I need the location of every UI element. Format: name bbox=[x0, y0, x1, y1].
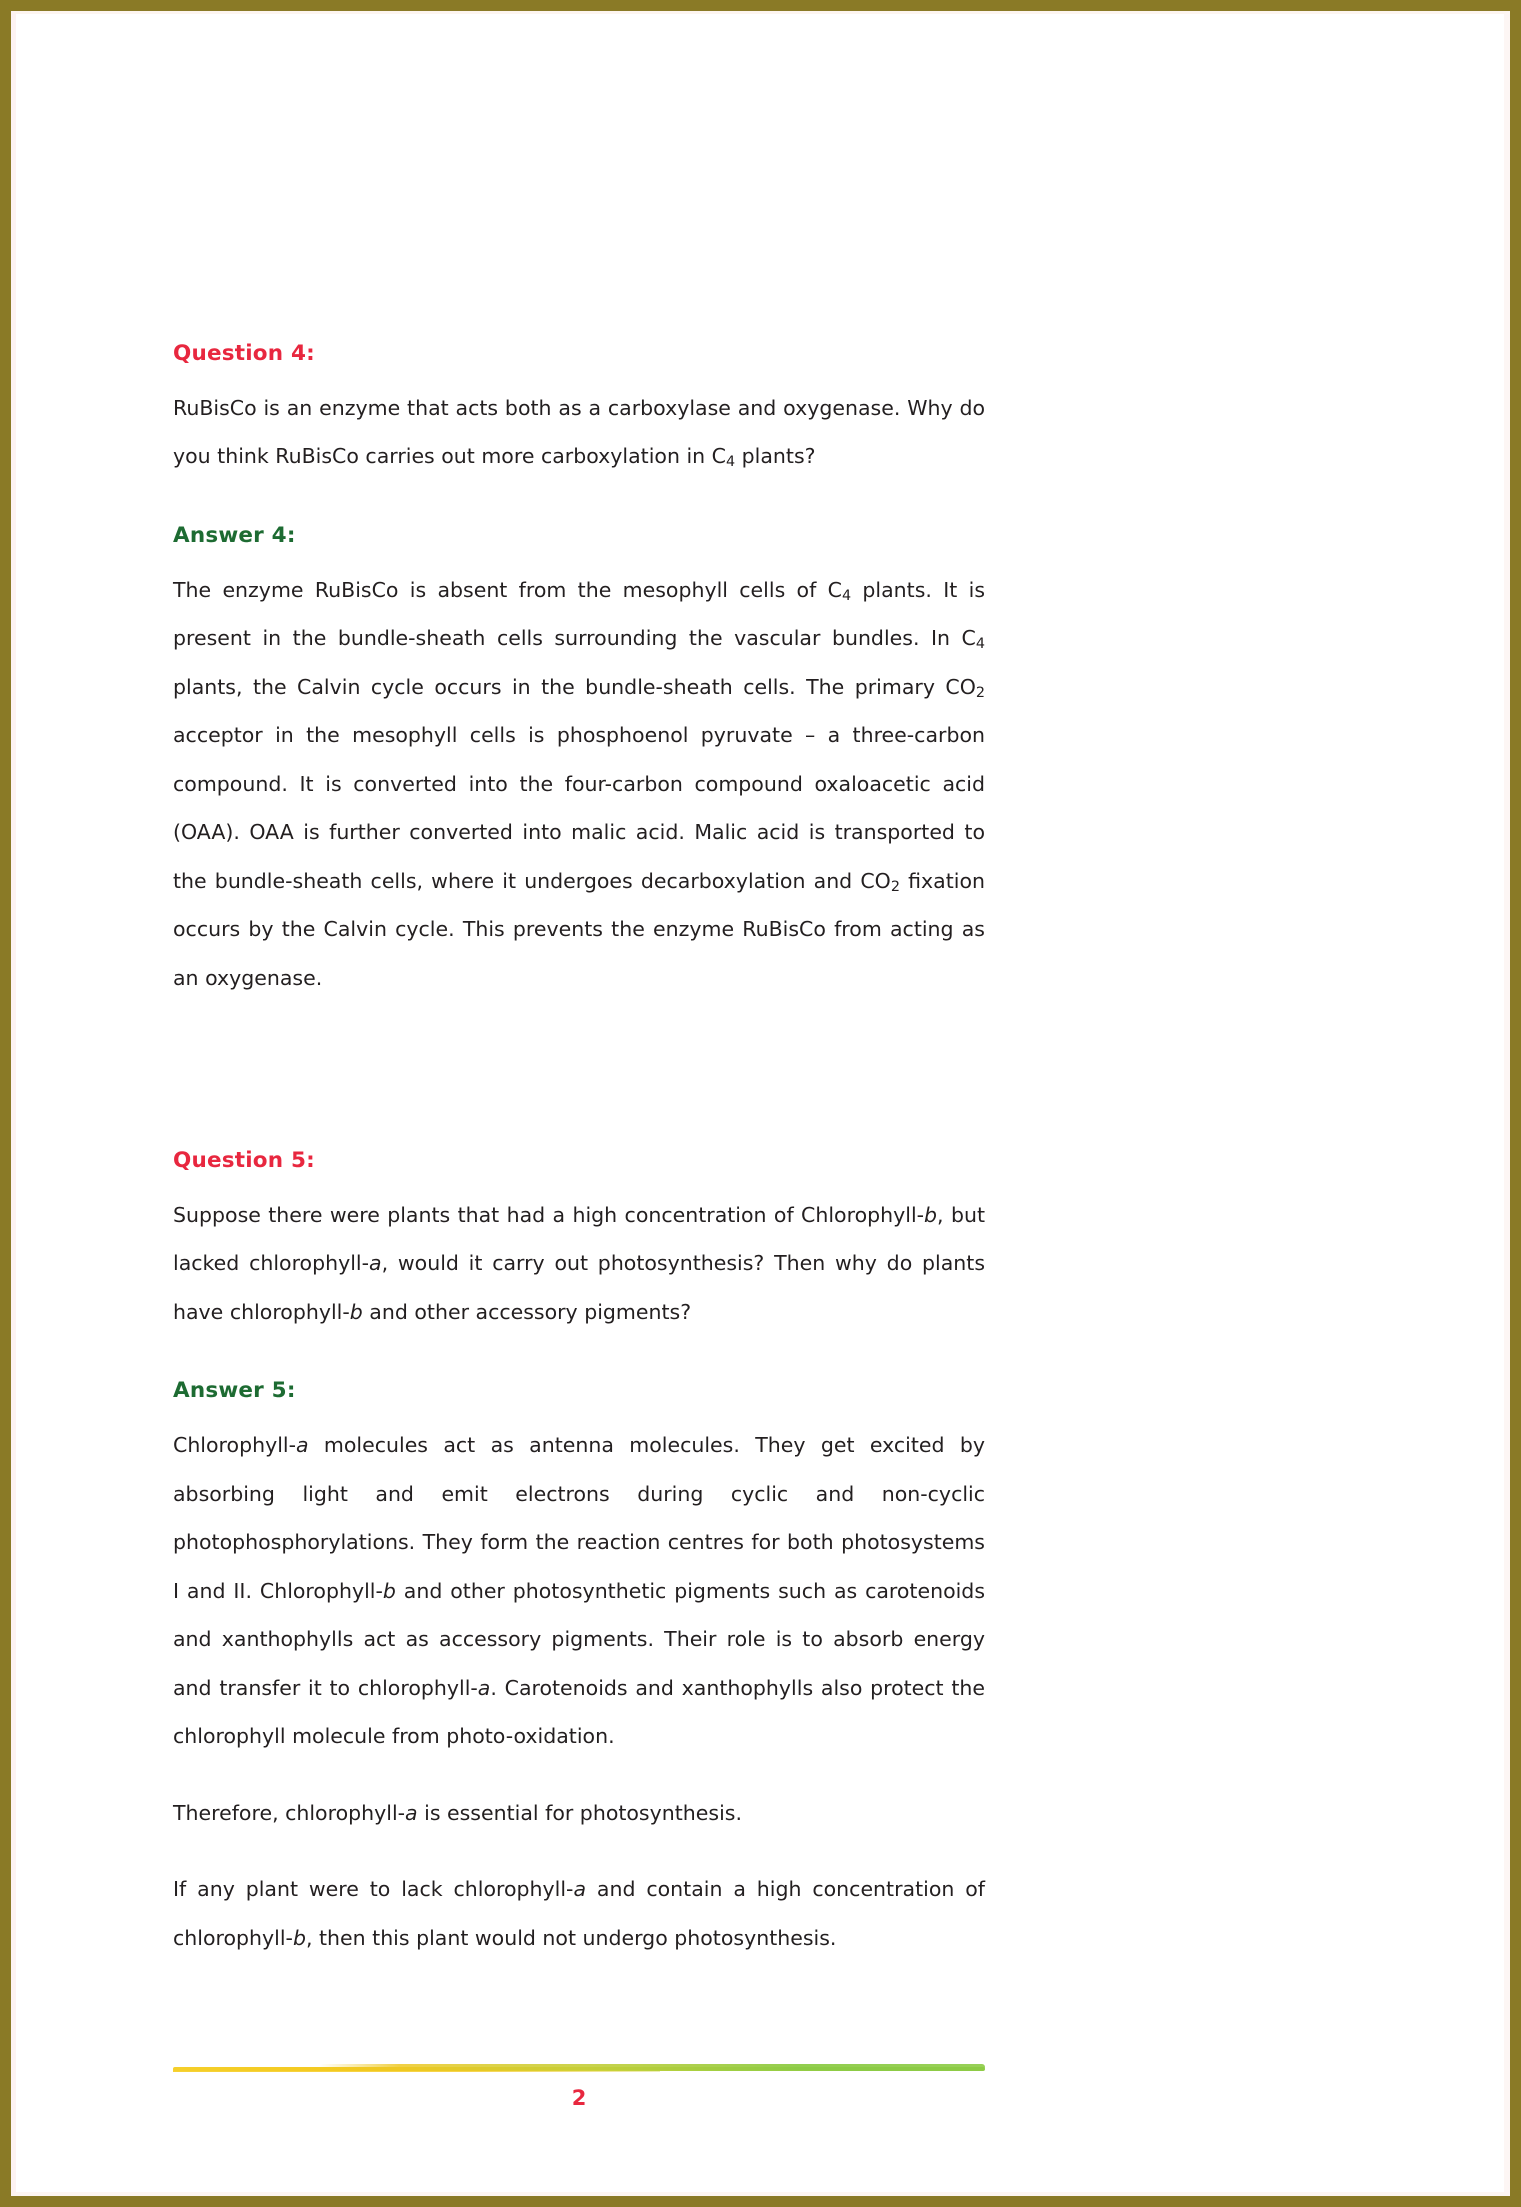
document-content bbox=[173, 341, 985, 1962]
question-4-text-part-2: plants? bbox=[735, 444, 816, 469]
question-4-heading: Question 4: bbox=[173, 341, 315, 366]
question-5-t1: Suppose there were plants that had a high concentration of Chlorophyll- bbox=[173, 1202, 925, 1227]
spacer bbox=[173, 1837, 985, 1865]
italic-chlorophyll-a: a bbox=[405, 1800, 418, 1825]
footer-decorative-rule bbox=[173, 2064, 985, 2073]
answer-4-block bbox=[173, 523, 985, 1002]
answer-5-p1-t1: Chlorophyll- bbox=[173, 1433, 296, 1458]
question-5-t2: , but lacked chlorophyll- bbox=[173, 1202, 985, 1276]
spacer bbox=[173, 1336, 985, 1378]
answer-5-block bbox=[173, 1378, 985, 1962]
answer-5-p1-t2: molecules act as antenna molecules. They get excited by absorbing light and emit electrons during cyclic and non-cyclic photophosphorylations. They form the reaction centres for both photosystems I and II. Chlorophyll- bbox=[173, 1433, 985, 1603]
spacer bbox=[173, 481, 985, 523]
answer-5-heading: Answer 5: bbox=[173, 1378, 296, 1404]
question-4-text bbox=[173, 384, 985, 481]
question-4-text-part-1: RuBisCo is an enzyme that acts both as a carboxylase and oxygenase. Why do you think RuBisCo carries out more carboxylation in C bbox=[173, 395, 985, 469]
subscript-co2: 2 bbox=[890, 878, 900, 895]
italic-chlorophyll-b: b bbox=[349, 1299, 363, 1324]
answer-5-p2-t1: Therefore, chlorophyll- bbox=[173, 1800, 406, 1825]
spacer bbox=[173, 1761, 985, 1789]
answer-4-text bbox=[173, 566, 985, 1003]
subscript-co2: 2 bbox=[975, 684, 985, 701]
italic-chlorophyll-a: a bbox=[369, 1251, 382, 1276]
footer-rule-band-green bbox=[319, 2064, 985, 2070]
italic-chlorophyll-a: a bbox=[477, 1675, 491, 1700]
question-5-heading: Question 5: bbox=[173, 1148, 315, 1174]
answer-5-paragraph-3 bbox=[173, 1865, 985, 1962]
answer-4-t2: plants. It is present in the bundle-sheath cells surrounding the vascular bundles. In C bbox=[173, 577, 985, 651]
italic-chlorophyll-a: a bbox=[296, 1433, 309, 1458]
answer-5-p3-t2: and contain a high concentration of chlorophyll- bbox=[173, 1877, 985, 1950]
answer-4-t3: plants, the Calvin cycle occurs in the bundle-sheath cells. The primary CO bbox=[173, 674, 976, 699]
question-5-t3: , would it carry out photosynthesis? Then why do plants have chlorophyll- bbox=[173, 1251, 985, 1324]
question-5-block bbox=[173, 1148, 985, 1336]
subscript-c4: 4 bbox=[725, 454, 736, 471]
spacer bbox=[173, 1002, 985, 1148]
answer-4-t5: fixation occurs by the Calvin cycle. This prevents the enzyme RuBisCo from acting as an oxygenase. bbox=[173, 868, 985, 990]
page-footer bbox=[173, 2064, 985, 2124]
answer-5-p2-t2: is essential for photosynthesis. bbox=[417, 1800, 742, 1825]
answer-4-t4: acceptor in the mesophyll cells is phosphoenol pyruvate – a three-carbon compound. It is converted into the four-carbon compound oxaloacetic acid (OAA). OAA is further converted into malic acid. Malic acid is transported to the bundle-sheath cells, where it undergoes decarboxylation and CO bbox=[173, 723, 985, 893]
page-number: 2 bbox=[571, 2086, 587, 2110]
answer-4-t1: The enzyme RuBisCo is absent from the mesophyll cells of C bbox=[173, 577, 842, 602]
italic-chlorophyll-a: a bbox=[573, 1877, 587, 1902]
subscript-c4: 4 bbox=[975, 636, 985, 653]
answer-5-p1-t3: and other photosynthetic pigments such as carotenoids and xanthophylls act as accessory pigments. Their role is to absorb energy and transfer it to chlorophyll- bbox=[173, 1578, 986, 1700]
answer-5-p3-t1: If any plant were to lack chlorophyll- bbox=[173, 1877, 574, 1902]
answer-5-p3-t3: , then this plant would not undergo photosynthesis. bbox=[305, 1925, 837, 1950]
italic-chlorophyll-b: b bbox=[292, 1925, 306, 1950]
question-5-text bbox=[173, 1191, 985, 1337]
subscript-c4: 4 bbox=[841, 587, 852, 604]
italic-chlorophyll-b: b bbox=[924, 1202, 938, 1227]
question-5-t4: and other accessory pigments? bbox=[362, 1299, 692, 1324]
answer-5-p1-t4: . Carotenoids and xanthophylls also protect the chlorophyll molecule from photo-oxidation. bbox=[173, 1675, 985, 1749]
answer-5-paragraph-2 bbox=[173, 1789, 985, 1838]
answer-5-paragraph-1 bbox=[173, 1421, 985, 1761]
answer-4-heading: Answer 4: bbox=[173, 522, 296, 548]
italic-chlorophyll-b: b bbox=[382, 1578, 396, 1603]
question-4-block bbox=[173, 341, 985, 481]
